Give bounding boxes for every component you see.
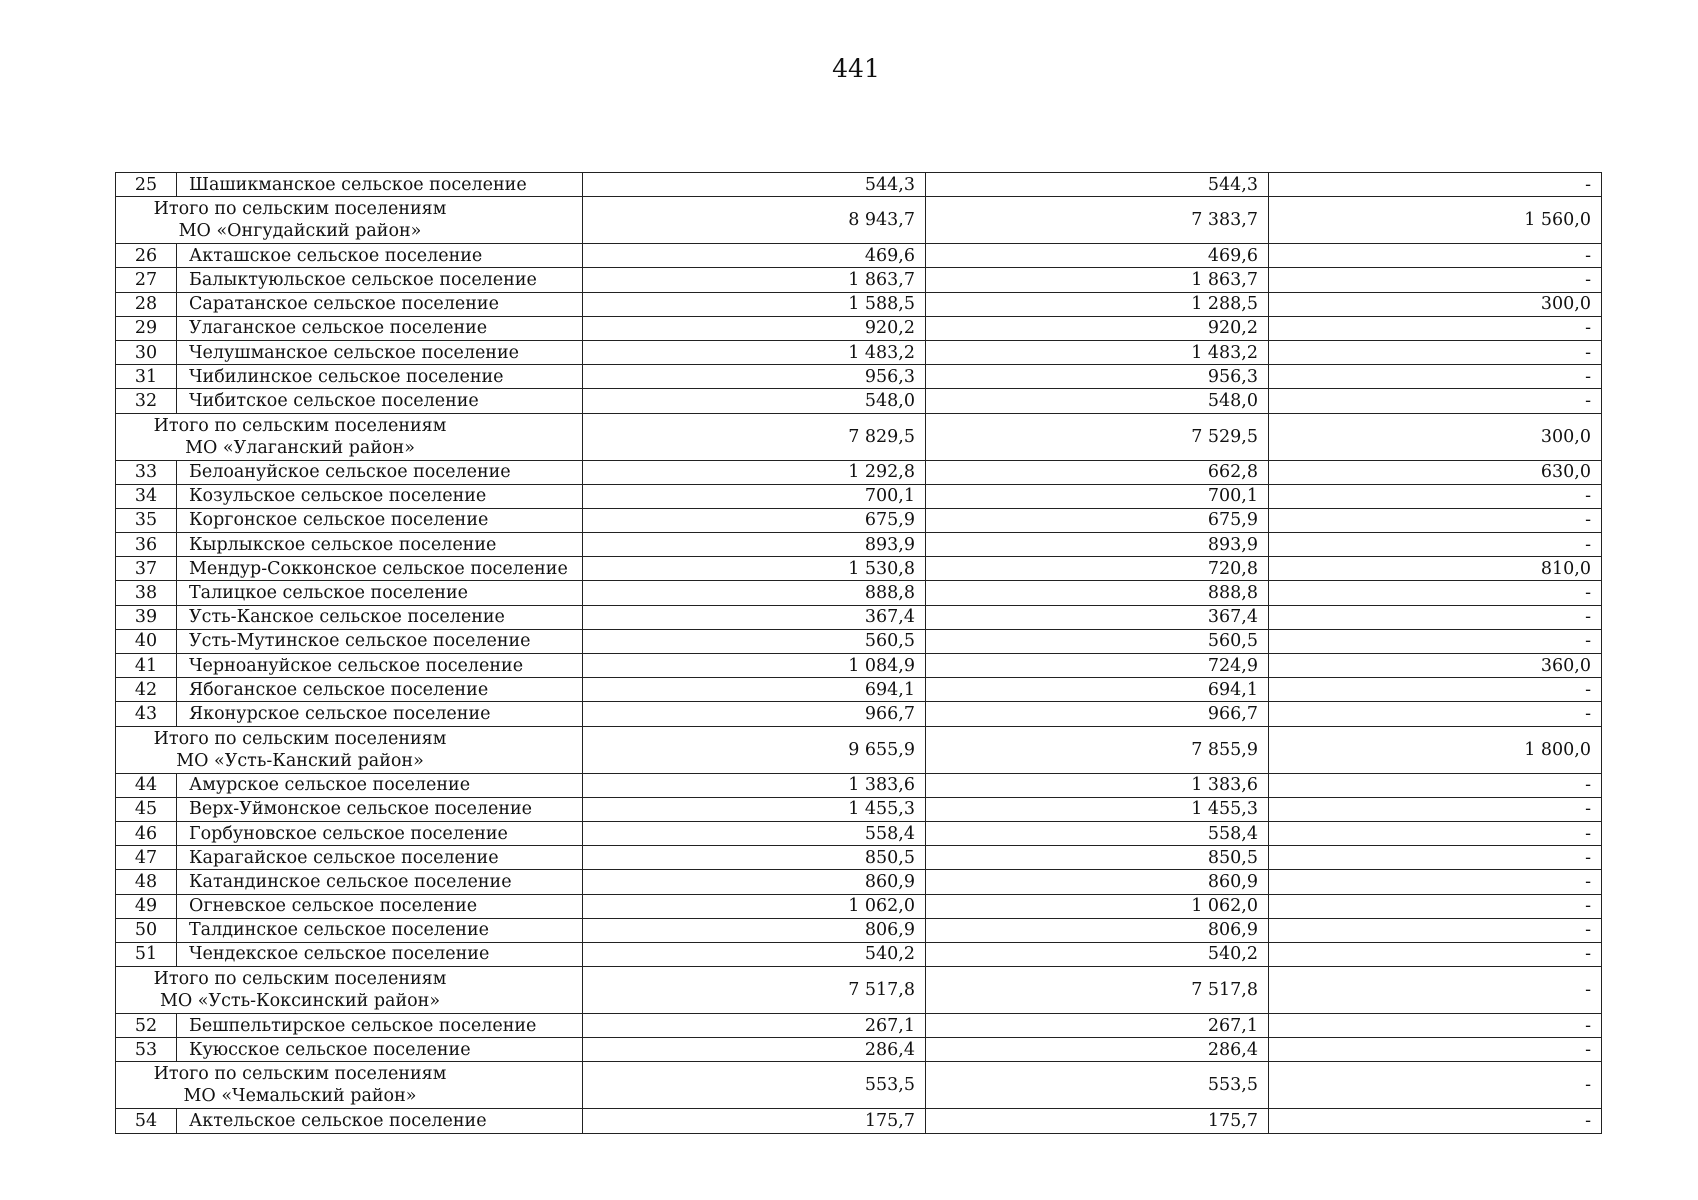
cell-col2: 7 383,7	[926, 197, 1269, 244]
cell-settlement-name: Ябоганское сельское поселение	[177, 678, 583, 702]
cell-settlement-name: Челушманское сельское поселение	[177, 340, 583, 364]
cell-total: 367,4	[583, 605, 926, 629]
cell-settlement-name: Чибилинское сельское поселение	[177, 365, 583, 389]
cell-col3: -	[1269, 340, 1602, 364]
cell-total: 888,8	[583, 581, 926, 605]
table-row	[116, 870, 1602, 894]
cell-settlement-name: Коргонское сельское поселение	[177, 508, 583, 532]
table-row	[116, 173, 1602, 197]
cell-col3: -	[1269, 702, 1602, 726]
table-row	[116, 773, 1602, 797]
cell-total: 700,1	[583, 484, 926, 508]
cell-settlement-name: Талицкое сельское поселение	[177, 581, 583, 605]
cell-number: 30	[116, 340, 177, 364]
cell-col2: 860,9	[926, 870, 1269, 894]
table-row	[116, 1014, 1602, 1038]
cell-total: 956,3	[583, 365, 926, 389]
cell-total: 675,9	[583, 508, 926, 532]
subtotal-label-line2: МО «Усть-Канский район»	[176, 750, 424, 771]
cell-total: 920,2	[583, 316, 926, 340]
cell-settlement-name: Шашикманское сельское поселение	[177, 173, 583, 197]
table-row	[116, 654, 1602, 678]
cell-col3: -	[1269, 484, 1602, 508]
budget-table	[115, 172, 1602, 1134]
cell-col3: -	[1269, 942, 1602, 966]
subtotal-label	[116, 967, 583, 1014]
cell-total: 1 588,5	[583, 292, 926, 316]
table-row	[116, 484, 1602, 508]
cell-total: 9 655,9	[583, 726, 926, 773]
cell-number: 35	[116, 508, 177, 532]
cell-col2: 1 383,6	[926, 773, 1269, 797]
cell-total: 7 829,5	[583, 413, 926, 460]
cell-col3: -	[1269, 1038, 1602, 1062]
cell-settlement-name: Усть-Канское сельское поселение	[177, 605, 583, 629]
table-row	[116, 678, 1602, 702]
cell-number: 54	[116, 1109, 177, 1133]
page-number: 441	[832, 54, 880, 83]
cell-settlement-name: Талдинское сельское поселение	[177, 918, 583, 942]
cell-total: 860,9	[583, 870, 926, 894]
cell-total: 806,9	[583, 918, 926, 942]
cell-col2: 1 483,2	[926, 340, 1269, 364]
cell-settlement-name: Верх-Уймонское сельское поселение	[177, 797, 583, 821]
table-row	[116, 821, 1602, 845]
cell-col2: 893,9	[926, 533, 1269, 557]
table-row	[116, 918, 1602, 942]
cell-total: 1 863,7	[583, 268, 926, 292]
cell-settlement-name: Белоануйское сельское поселение	[177, 460, 583, 484]
cell-number: 37	[116, 557, 177, 581]
cell-settlement-name: Саратанское сельское поселение	[177, 292, 583, 316]
cell-settlement-name: Чендекское сельское поселение	[177, 942, 583, 966]
cell-col3: -	[1269, 605, 1602, 629]
cell-settlement-name: Амурское сельское поселение	[177, 773, 583, 797]
cell-total: 286,4	[583, 1038, 926, 1062]
subtotal-label	[116, 1062, 583, 1109]
cell-col3: -	[1269, 173, 1602, 197]
cell-total: 1 084,9	[583, 654, 926, 678]
cell-col3: -	[1269, 1062, 1602, 1109]
table-row	[116, 894, 1602, 918]
table-body	[116, 173, 1602, 1134]
cell-settlement-name: Горбуновское сельское поселение	[177, 821, 583, 845]
cell-col2: 850,5	[926, 846, 1269, 870]
cell-col3: -	[1269, 365, 1602, 389]
cell-total: 1 530,8	[583, 557, 926, 581]
table-row	[116, 508, 1602, 532]
cell-number: 31	[116, 365, 177, 389]
cell-col2: 7 529,5	[926, 413, 1269, 460]
subtotal-row	[116, 967, 1602, 1014]
cell-col2: 1 863,7	[926, 268, 1269, 292]
cell-total: 694,1	[583, 678, 926, 702]
cell-col3: -	[1269, 1014, 1602, 1038]
cell-total: 1 062,0	[583, 894, 926, 918]
cell-col2: 694,1	[926, 678, 1269, 702]
cell-col2: 267,1	[926, 1014, 1269, 1038]
subtotal-row	[116, 413, 1602, 460]
cell-col3: -	[1269, 918, 1602, 942]
cell-total: 1 483,2	[583, 340, 926, 364]
cell-settlement-name: Черноануйское сельское поселение	[177, 654, 583, 678]
cell-number: 52	[116, 1014, 177, 1038]
cell-col2: 1 455,3	[926, 797, 1269, 821]
cell-number: 53	[116, 1038, 177, 1062]
cell-number: 39	[116, 605, 177, 629]
cell-col2: 1 062,0	[926, 894, 1269, 918]
cell-col2: 1 288,5	[926, 292, 1269, 316]
cell-total: 7 517,8	[583, 967, 926, 1014]
subtotal-label-line1: Итого по сельским поселениям	[153, 728, 447, 749]
table-row	[116, 340, 1602, 364]
cell-settlement-name: Усть-Мутинское сельское поселение	[177, 629, 583, 653]
cell-number: 41	[116, 654, 177, 678]
table-row	[116, 268, 1602, 292]
subtotal-label	[116, 197, 583, 244]
cell-col2: 806,9	[926, 918, 1269, 942]
table-row	[116, 389, 1602, 413]
cell-number: 38	[116, 581, 177, 605]
cell-col3: -	[1269, 678, 1602, 702]
subtotal-label-line2: МО «Усть-Коксинский район»	[159, 991, 441, 1012]
table-row	[116, 797, 1602, 821]
cell-col2: 560,5	[926, 629, 1269, 653]
cell-col3: -	[1269, 244, 1602, 268]
cell-total: 966,7	[583, 702, 926, 726]
table-row	[116, 316, 1602, 340]
table-row	[116, 365, 1602, 389]
cell-col3: -	[1269, 581, 1602, 605]
cell-settlement-name: Катандинское сельское поселение	[177, 870, 583, 894]
cell-total: 850,5	[583, 846, 926, 870]
subtotal-label-line1: Итого по сельским поселениям	[153, 1064, 447, 1085]
cell-col2: 888,8	[926, 581, 1269, 605]
cell-total: 1 383,6	[583, 773, 926, 797]
cell-settlement-name: Актельское сельское поселение	[177, 1109, 583, 1133]
table-row	[116, 702, 1602, 726]
cell-col2: 540,2	[926, 942, 1269, 966]
cell-number: 43	[116, 702, 177, 726]
cell-number: 50	[116, 918, 177, 942]
cell-number: 42	[116, 678, 177, 702]
table-row	[116, 557, 1602, 581]
cell-col3: -	[1269, 389, 1602, 413]
table-row	[116, 846, 1602, 870]
table-row	[116, 460, 1602, 484]
cell-col2: 920,2	[926, 316, 1269, 340]
cell-col2: 720,8	[926, 557, 1269, 581]
cell-total: 267,1	[583, 1014, 926, 1038]
cell-settlement-name: Бешпельтирское сельское поселение	[177, 1014, 583, 1038]
cell-settlement-name: Мендур-Сокконское сельское поселение	[177, 557, 583, 581]
cell-col3: -	[1269, 773, 1602, 797]
cell-total: 175,7	[583, 1109, 926, 1133]
cell-col3: 300,0	[1269, 292, 1602, 316]
cell-total: 544,3	[583, 173, 926, 197]
cell-col3: -	[1269, 1109, 1602, 1133]
cell-col3: -	[1269, 967, 1602, 1014]
cell-number: 26	[116, 244, 177, 268]
cell-number: 34	[116, 484, 177, 508]
cell-col3: 360,0	[1269, 654, 1602, 678]
cell-col3: -	[1269, 316, 1602, 340]
subtotal-label-line1: Итого по сельским поселениям	[153, 199, 447, 220]
table-row	[116, 533, 1602, 557]
cell-total: 8 943,7	[583, 197, 926, 244]
cell-col2: 469,6	[926, 244, 1269, 268]
subtotal-label	[116, 413, 583, 460]
subtotal-label	[116, 726, 583, 773]
table-row	[116, 292, 1602, 316]
cell-settlement-name: Кырлыкское сельское поселение	[177, 533, 583, 557]
cell-number: 29	[116, 316, 177, 340]
cell-number: 49	[116, 894, 177, 918]
cell-number: 25	[116, 173, 177, 197]
subtotal-row	[116, 197, 1602, 244]
cell-number: 47	[116, 846, 177, 870]
cell-col2: 662,8	[926, 460, 1269, 484]
cell-number: 44	[116, 773, 177, 797]
subtotal-label-line2: МО «Онгудайский район»	[178, 221, 422, 242]
subtotal-row	[116, 1062, 1602, 1109]
cell-col3: -	[1269, 797, 1602, 821]
cell-col3: -	[1269, 629, 1602, 653]
cell-col2: 7 855,9	[926, 726, 1269, 773]
cell-number: 28	[116, 292, 177, 316]
cell-col2: 548,0	[926, 389, 1269, 413]
cell-settlement-name: Козульское сельское поселение	[177, 484, 583, 508]
cell-col2: 966,7	[926, 702, 1269, 726]
cell-col2: 956,3	[926, 365, 1269, 389]
cell-settlement-name: Балыктуюльское сельское поселение	[177, 268, 583, 292]
cell-col2: 175,7	[926, 1109, 1269, 1133]
cell-col3: -	[1269, 508, 1602, 532]
cell-total: 548,0	[583, 389, 926, 413]
cell-col3: -	[1269, 870, 1602, 894]
cell-number: 51	[116, 942, 177, 966]
cell-col3: -	[1269, 533, 1602, 557]
cell-col2: 7 517,8	[926, 967, 1269, 1014]
subtotal-label-line2: МО «Улаганский район»	[185, 437, 415, 458]
subtotal-label-line1: Итого по сельским поселениям	[153, 415, 447, 436]
table-row	[116, 1109, 1602, 1133]
cell-total: 1 455,3	[583, 797, 926, 821]
cell-settlement-name: Огневское сельское поселение	[177, 894, 583, 918]
cell-number: 32	[116, 389, 177, 413]
cell-number: 33	[116, 460, 177, 484]
cell-col3: -	[1269, 846, 1602, 870]
subtotal-row	[116, 726, 1602, 773]
cell-settlement-name: Карагайское сельское поселение	[177, 846, 583, 870]
cell-col2: 558,4	[926, 821, 1269, 845]
cell-total: 560,5	[583, 629, 926, 653]
cell-total: 540,2	[583, 942, 926, 966]
cell-total: 1 292,8	[583, 460, 926, 484]
table-row	[116, 629, 1602, 653]
table-row	[116, 244, 1602, 268]
cell-col2: 544,3	[926, 173, 1269, 197]
cell-col3: 1 800,0	[1269, 726, 1602, 773]
cell-number: 36	[116, 533, 177, 557]
subtotal-label-line2: МО «Чемальский район»	[183, 1086, 417, 1107]
cell-number: 45	[116, 797, 177, 821]
cell-col3: 1 560,0	[1269, 197, 1602, 244]
cell-col2: 367,4	[926, 605, 1269, 629]
cell-number: 46	[116, 821, 177, 845]
cell-settlement-name: Акташское сельское поселение	[177, 244, 583, 268]
cell-settlement-name: Чибитское сельское поселение	[177, 389, 583, 413]
cell-col2: 675,9	[926, 508, 1269, 532]
cell-settlement-name: Яконурское сельское поселение	[177, 702, 583, 726]
subtotal-label-line1: Итого по сельским поселениям	[153, 969, 447, 990]
cell-col3: -	[1269, 894, 1602, 918]
table-row	[116, 605, 1602, 629]
cell-col3: 810,0	[1269, 557, 1602, 581]
cell-total: 558,4	[583, 821, 926, 845]
cell-col3: -	[1269, 821, 1602, 845]
table-row	[116, 581, 1602, 605]
cell-number: 48	[116, 870, 177, 894]
cell-col3: 630,0	[1269, 460, 1602, 484]
cell-total: 469,6	[583, 244, 926, 268]
cell-col2: 700,1	[926, 484, 1269, 508]
cell-number: 40	[116, 629, 177, 653]
cell-col2: 286,4	[926, 1038, 1269, 1062]
cell-col2: 724,9	[926, 654, 1269, 678]
cell-col2: 553,5	[926, 1062, 1269, 1109]
cell-settlement-name: Улаганское сельское поселение	[177, 316, 583, 340]
cell-total: 893,9	[583, 533, 926, 557]
cell-col3: -	[1269, 268, 1602, 292]
cell-number: 27	[116, 268, 177, 292]
cell-total: 553,5	[583, 1062, 926, 1109]
table-row	[116, 1038, 1602, 1062]
cell-settlement-name: Куюсское сельское поселение	[177, 1038, 583, 1062]
cell-col3: 300,0	[1269, 413, 1602, 460]
table-row	[116, 942, 1602, 966]
